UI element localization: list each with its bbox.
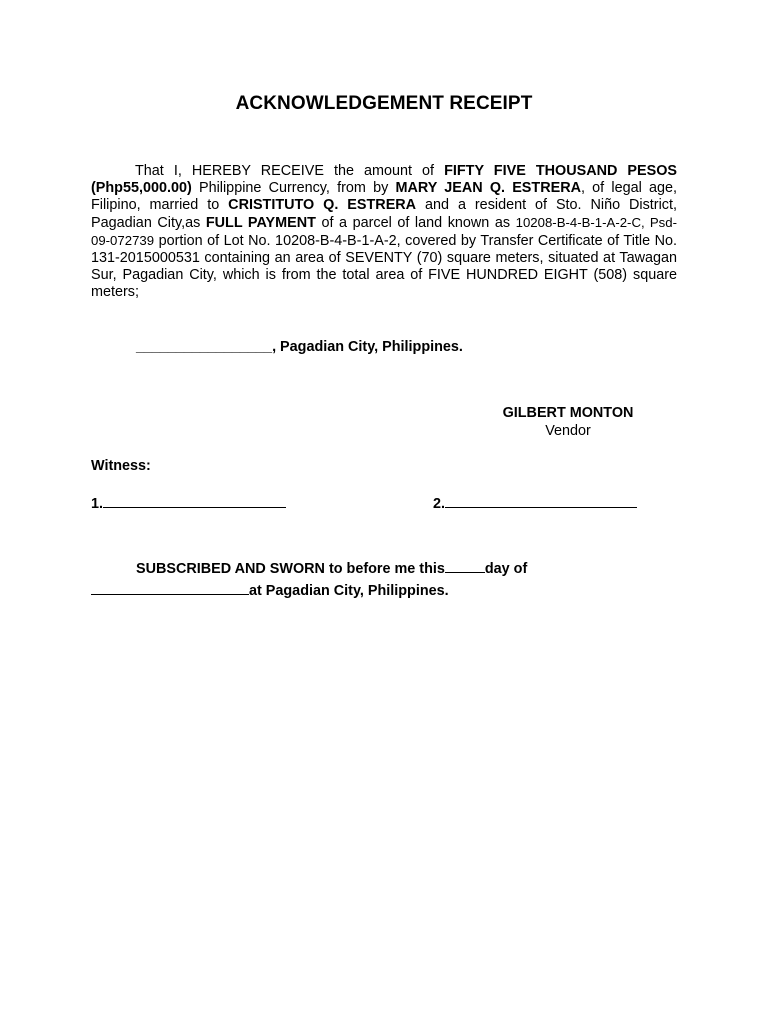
jurat-text-a: SUBSCRIBED AND SWORN to before me this	[136, 561, 445, 577]
jurat-month-blank	[91, 580, 249, 595]
body-text-4: and a resident of Sto. Niño District, Pagadian City,as	[91, 197, 677, 231]
payment-type: FULL PAYMENT	[205, 215, 316, 231]
document-title: ACKNOWLEDGEMENT RECEIPT	[235, 93, 533, 114]
payer-name: MARY JEAN Q. ESTRERA	[395, 180, 581, 196]
spouse-name: CRISTITUTO Q. ESTRERA	[228, 197, 417, 213]
jurat-line-1	[136, 558, 527, 577]
body-text-3: , of legal age, Filipino, married to	[91, 180, 677, 213]
witness-2-number: 2.	[433, 496, 446, 512]
body-text-6: portion of Lot No. 10208-B-4-B-1-A-2, covered by Transfer Certificate of Title No. 131-2015000531 containing an area of SEVENTY (70) square meters, situated at Tawagan Sur, Pagadian City, which is from the total area of FIVE HUNDRED EIGHT (508) square meters;	[91, 233, 677, 300]
vendor-role: Vendor	[545, 423, 591, 439]
jurat-text-b: day of	[484, 561, 528, 577]
place-text: , Pagadian City, Philippines.	[272, 339, 463, 355]
witness-1-line	[91, 493, 286, 512]
lot-reference: 10208-B-4-B-1-A-2-C, Psd-09-072739	[91, 215, 677, 248]
vendor-signatory	[460, 405, 676, 441]
body-text-2: Philippine Currency, from by	[191, 180, 396, 196]
place-blank: _________________	[136, 339, 273, 355]
receipt-body-paragraph	[91, 163, 677, 301]
body-text-1: That I, HEREBY RECEIVE the amount of	[135, 163, 445, 179]
jurat-day-blank	[445, 558, 485, 573]
place-date-line	[136, 339, 463, 355]
witness-1-number: 1.	[91, 496, 104, 512]
jurat-line-2	[91, 580, 449, 599]
witness-1-signature-blank	[103, 493, 286, 508]
jurat-text-c: at Pagadian City, Philippines.	[249, 583, 449, 599]
vendor-name: GILBERT MONTON	[502, 405, 634, 421]
witness-label: Witness:	[91, 458, 151, 474]
witness-2-signature-blank	[445, 493, 637, 508]
witness-2-line	[433, 493, 637, 512]
body-text-5: of a parcel of land known as	[315, 215, 516, 231]
amount-words: FIFTY FIVE THOUSAND PESOS (Php55,000.00)	[91, 163, 677, 196]
